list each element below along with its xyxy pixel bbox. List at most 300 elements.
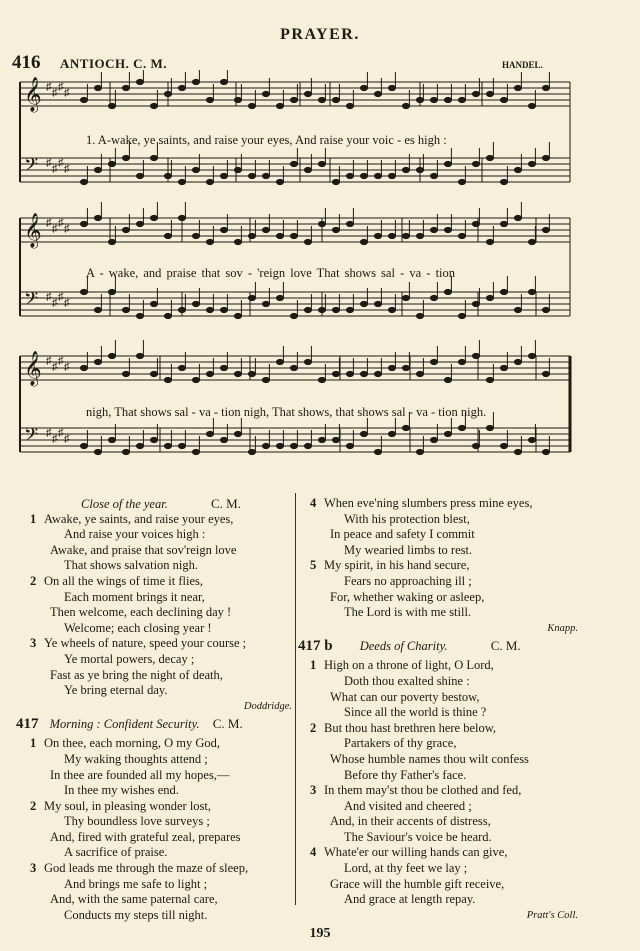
note-head [402,233,409,238]
note-head [346,173,353,178]
note-head [360,239,367,244]
note-head [458,425,465,430]
note-head [164,173,171,178]
stanza-text: In peace and safety I commit [330,527,475,542]
stanza-line [30,652,292,668]
note-head [514,449,521,454]
sharp-icon: ♯ [46,217,52,229]
stanza-text: Fast as ye bring the night of death, [50,667,223,682]
note-head [304,167,311,172]
stanza-text: God leads me through the maze of sleep, [44,861,249,876]
note-head [136,173,143,178]
hymn417b-title: Deeds of Charity. [359,639,448,654]
note-head [262,377,269,382]
note-head [472,353,479,358]
note-head [220,365,227,370]
note-head [542,85,549,90]
stanza-line [30,668,292,684]
sharp-icon: ♯ [58,217,64,229]
hymn417-title: Morning : Confident Security. [49,717,200,732]
stanza-line [30,621,292,637]
sharp-icon: ♯ [64,163,70,175]
stanza-text: Whose humble names thou wilt confess [330,751,529,766]
note-head [94,85,101,90]
note-head [388,85,395,90]
stanza-line [310,512,578,528]
note-head [80,289,87,294]
note-head [430,359,437,364]
sharp-icon: ♯ [58,291,64,303]
stanza-line [310,845,578,861]
note-head [234,167,241,172]
stanza-text: On all the wings of time it flies, [44,573,204,588]
note-head [304,239,311,244]
note-head [80,365,87,370]
note-head [346,307,353,312]
stanza-line [30,605,292,621]
stanza-text: The Saviour's voice be heard. [344,829,492,844]
note-head [388,233,395,238]
note-head [472,301,479,306]
stanza-text: My wearied limbs to rest. [344,542,473,557]
sharp-icon: ♯ [52,223,58,235]
note-head [122,371,129,376]
note-head [192,233,199,238]
stanza-line [30,908,292,924]
hymn416-heading [30,496,292,512]
stanza-text: And brings me safe to light ; [64,876,208,891]
note-head [262,227,269,232]
lyric-line-2: A - wake, and praise that sov - 'reign love That shows sal - va - tion [86,266,456,280]
note-head [150,301,157,306]
note-head [528,103,535,108]
stanza-line [310,892,578,908]
note-head [304,443,311,448]
stanza-line [30,574,292,590]
note-head [164,313,171,318]
note-head [276,443,283,448]
note-head [94,215,101,220]
note-head [458,179,465,184]
stanza-number: 1 [30,736,37,751]
note-head [318,307,325,312]
hymn417b-number: 417 b [298,638,333,655]
note-head [332,179,339,184]
stanza-line [30,799,292,815]
note-head [430,295,437,300]
note-head [136,221,143,226]
stanza-text: Doth thou exalted shine : [344,673,470,688]
right-column [298,496,578,923]
note-head [388,307,395,312]
sharp-icon: ♯ [52,361,58,373]
hymn417-continued-stanzas [310,496,578,621]
note-head [108,353,115,358]
stanza-line [30,830,292,846]
note-head [528,289,535,294]
note-head [178,307,185,312]
note-head [500,221,507,226]
note-head [108,239,115,244]
stanza-text: My spirit, in his hand secure, [324,558,470,573]
stanza-text: And, fired with grateful zeal, prepares [50,829,241,844]
sharp-icon: ♯ [58,81,64,93]
note-head [444,227,451,232]
stanza-text: But thou hast brethren here below, [324,720,497,735]
bass-clef-icon: 𝄢 [24,424,39,449]
note-head [402,425,409,430]
left-column [16,496,292,923]
bass-clef-icon: 𝄢 [24,288,39,313]
note-head [164,233,171,238]
note-head [248,449,255,454]
note-head [192,449,199,454]
note-head [150,371,157,376]
note-head [360,301,367,306]
note-head [206,179,213,184]
hymn-number: 416 [12,52,41,73]
note-head [262,91,269,96]
note-head [164,443,171,448]
note-head [304,91,311,96]
note-head [304,359,311,364]
note-head [248,173,255,178]
note-head [402,295,409,300]
stanza-line [30,512,292,528]
sharp-icon: ♯ [58,355,64,367]
note-head [290,161,297,166]
stanza-number: 2 [310,720,317,735]
note-head [458,313,465,318]
note-head [500,179,507,184]
note-head [318,437,325,442]
stanza-text: For, whether waking or asleep, [330,589,485,604]
note-head [458,359,465,364]
stanza-text: High on a throne of light, O Lord, [324,658,494,673]
note-head [360,173,367,178]
note-head [500,289,507,294]
stanza-text: Then welcome, each declining day ! [50,605,232,620]
note-head [234,431,241,436]
stanza-text: Before thy Father's face. [344,767,467,782]
stanza-text: Each moment brings it near, [64,589,205,604]
stanza-line [310,558,578,574]
note-head [206,307,213,312]
note-head [94,307,101,312]
note-head [430,227,437,232]
note-head [304,307,311,312]
note-head [416,167,423,172]
note-head [528,353,535,358]
sharp-icon: ♯ [64,297,70,309]
note-head [150,155,157,160]
note-head [486,295,493,300]
stanza-text: Grace will the humble gift receive, [330,876,505,891]
sharp-icon: ♯ [46,157,52,169]
note-head [360,85,367,90]
stanza-text: In them may'st thou be clothed and fed, [324,783,522,798]
note-head [332,371,339,376]
note-head [248,371,255,376]
hymn416-author: Doddridge. [243,700,292,712]
stanza-text: Awake, ye saints, and raise your eyes, [44,511,234,526]
sharp-icon: ♯ [64,223,70,235]
bass-clef-icon: 𝄢 [24,154,39,179]
note-head [514,359,521,364]
note-head [458,97,465,102]
note-head [416,313,423,318]
note-head [542,227,549,232]
note-head [444,97,451,102]
note-head [416,449,423,454]
stanza-line [310,690,578,706]
note-head [178,443,185,448]
stanza-text: Fears no approaching ill ; [344,573,472,588]
stanza-text: When eve'ning slumbers press mine eyes, [324,496,533,510]
note-head [430,173,437,178]
note-head [500,97,507,102]
note-head [234,371,241,376]
note-head [178,215,185,220]
note-head [374,301,381,306]
composer-name: HANDEL. [502,60,543,70]
note-head [276,359,283,364]
lyric-line-3: nigh, That shows sal - va - tion nigh, That shows, that shows sal - va - tion nigh. [86,405,487,419]
note-head [192,79,199,84]
note-head [220,437,227,442]
note-head [444,161,451,166]
note-head [332,227,339,232]
note-head [178,85,185,90]
note-head [416,97,423,102]
note-head [136,443,143,448]
stanza-text: And grace at length repay. [344,892,476,907]
note-head [318,161,325,166]
stanza-text: And, in their accents of distress, [330,814,491,829]
note-head [276,103,283,108]
stanza-line [310,658,578,674]
hymn417-number: 417 [16,716,39,733]
note-head [262,173,269,178]
note-head [94,167,101,172]
stanza-number: 2 [30,798,37,813]
stanza-text: Welcome; each closing year ! [64,620,212,635]
note-head [150,215,157,220]
stanza-number: 4 [310,845,317,860]
stanza-text: My waking thoughts attend ; [64,751,208,766]
note-head [374,233,381,238]
stanza-line [30,527,292,543]
stanza-text: Thy boundless love surveys ; [64,814,210,829]
hymn417b-heading [298,638,578,658]
note-head [122,155,129,160]
stanza-text: Lord, at thy feet we lay ; [344,861,468,876]
note-head [486,377,493,382]
note-head [136,79,143,84]
note-head [206,431,213,436]
stanza-text: And, with the same paternal care, [50,892,218,907]
stanza-number: 3 [310,783,317,798]
stanza-text: And raise your voices high : [64,527,206,542]
note-head [108,289,115,294]
hymn417b-author: Pratt's Coll. [526,909,578,921]
stanza-line [310,752,578,768]
stanza-line [310,830,578,846]
sharp-icon: ♯ [64,87,70,99]
column-divider [295,493,296,905]
note-head [374,449,381,454]
note-head [444,377,451,382]
sharp-icon: ♯ [52,433,58,445]
note-head [290,443,297,448]
treble-clef-icon: 𝄞 [24,352,42,385]
stanza-line [310,590,578,606]
note-head [108,161,115,166]
note-head [472,161,479,166]
stanza-text: A sacrifice of praise. [64,845,168,860]
note-head [528,239,535,244]
stanza-text: With his protection blest, [344,511,470,526]
note-head [486,155,493,160]
note-head [500,443,507,448]
stanza-text: In thee are founded all my hopes,— [50,767,230,782]
note-head [178,179,185,184]
stanza-line [30,558,292,574]
note-head [486,91,493,96]
stanza-line [310,877,578,893]
hymn417b-stanzas [310,658,578,908]
stanza-text: Ye wheels of nature, speed your course ; [44,636,247,651]
stanza-line [30,814,292,830]
note-head [276,233,283,238]
note-head [528,161,535,166]
hymn417-heading [16,716,292,736]
note-head [80,221,87,226]
note-head [192,377,199,382]
note-head [346,371,353,376]
note-head [486,425,493,430]
note-head [500,365,507,370]
note-head [374,371,381,376]
note-head [318,97,325,102]
note-head [514,307,521,312]
hymn417-stanzas [30,736,292,923]
stanza-number: 4 [310,496,317,510]
stanza-text: In thee my wishes end. [64,783,179,798]
note-head [402,103,409,108]
note-head [514,85,521,90]
note-head [290,97,297,102]
note-head [220,307,227,312]
stanza-text: The Lord is with me still. [344,605,472,620]
hymn416-meter: C. M. [210,496,241,511]
sharp-icon: ♯ [46,291,52,303]
note-head [80,179,87,184]
note-head [122,85,129,90]
note-head [122,307,129,312]
note-head [234,313,241,318]
stanza-number: 1 [30,511,37,526]
note-head [234,97,241,102]
stanza-line [310,496,578,512]
sharp-icon: ♯ [46,81,52,93]
note-head [192,301,199,306]
note-head [122,227,129,232]
stanza-line [30,543,292,559]
note-head [514,167,521,172]
note-head [192,167,199,172]
stanza-line [310,527,578,543]
note-head [108,103,115,108]
note-head [430,97,437,102]
lyric-line-1: 1. A-wake, ye saints, and raise your eyes, And raise your voic - es high : [86,133,447,147]
note-head [430,437,437,442]
note-head [94,449,101,454]
stanza-line [30,736,292,752]
note-head [150,103,157,108]
note-head [388,173,395,178]
stanza-line [30,783,292,799]
stanza-text: Ye mortal powers, decay ; [64,651,195,666]
note-head [318,221,325,226]
sharp-icon: ♯ [46,427,52,439]
note-head [346,443,353,448]
stanza-text: Conducts my steps till night. [64,907,208,922]
note-head [332,307,339,312]
hymn416-stanzas [30,512,292,699]
sharp-icon: ♯ [52,163,58,175]
note-head [164,377,171,382]
note-head [318,377,325,382]
stanza-text: What can our poverty bestow, [330,689,480,704]
hymn417-author: Knapp. [547,622,578,634]
note-head [220,79,227,84]
note-head [164,91,171,96]
stanza-line [310,605,578,621]
stanza-number: 3 [30,861,37,876]
note-head [472,221,479,226]
stanza-text: Whate'er our willing hands can give, [324,845,508,860]
stanza-text: My soul, in pleasing wonder lost, [44,798,212,813]
note-head [80,443,87,448]
note-head [332,437,339,442]
note-head [472,443,479,448]
stanza-line [310,814,578,830]
stanza-line [310,783,578,799]
note-head [388,365,395,370]
note-head [290,233,297,238]
note-head [94,359,101,364]
stanza-line [30,861,292,877]
hymn417b-meter: C. M. [490,638,521,654]
note-head [374,173,381,178]
stanza-number: 5 [310,558,317,573]
note-head [206,97,213,102]
stanza-line [310,674,578,690]
note-head [290,313,297,318]
note-head [444,431,451,436]
note-head [248,103,255,108]
note-head [234,239,241,244]
note-head [374,91,381,96]
note-head [542,307,549,312]
note-head [220,227,227,232]
stanza-line [30,845,292,861]
note-head [542,371,549,376]
sharp-icon: ♯ [58,427,64,439]
note-head [206,239,213,244]
note-head [206,371,213,376]
